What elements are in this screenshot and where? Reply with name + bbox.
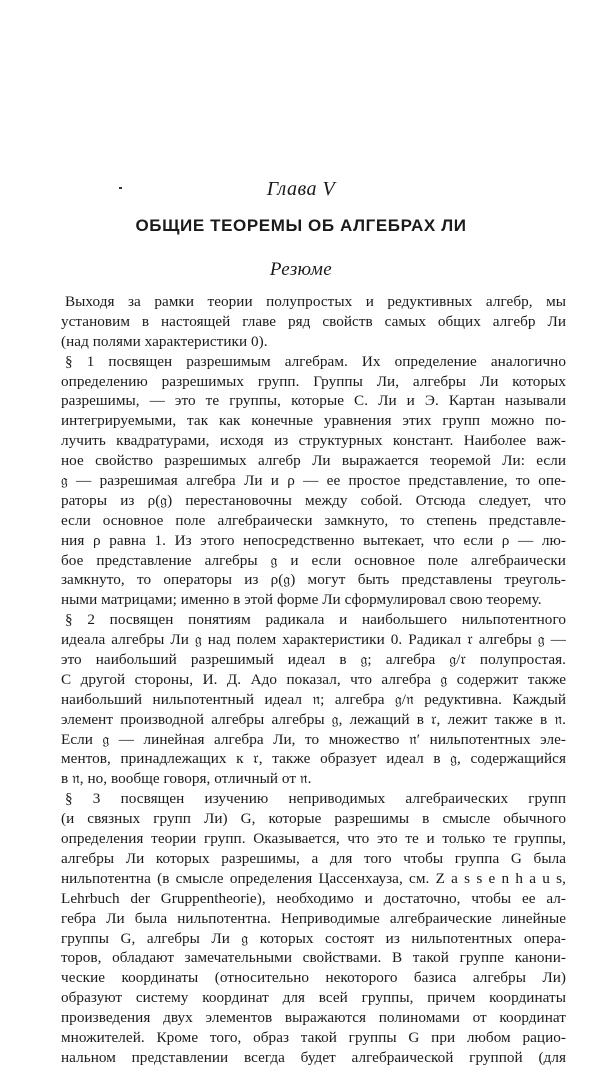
text-line: замкнуто, то операторы из ρ(𝔤) могут быть представлены треуголь-	[61, 571, 566, 589]
text-line: множителей. Кроме того, образ такой группы G при любом рацио-	[61, 1028, 566, 1046]
text-line: разрешимы, — это те группы, которые С. Ли и Э. Картан называли	[61, 392, 566, 410]
text-line: лучить квадратурами, исходя из структурных констант. Наиболее важ-	[61, 432, 566, 450]
text-line: алгебры Ли которых разрешимы, а для того чтобы группа G была	[61, 849, 566, 867]
text-line: ния ρ равна 1. Из этого непосредственно вытекает, что если ρ — лю-	[61, 531, 566, 549]
text-line: нильпотентна (в смысле определения Цассенхауза, см. Z a s s e n h a u s,	[61, 869, 566, 887]
text-line: ческие координаты (относительно некоторого базиса алгебры Ли)	[61, 969, 566, 987]
chapter-label: Глава V	[266, 178, 336, 200]
text-line: торов, обладают замечательными свойствами. В такой группе канони-	[61, 949, 566, 967]
text-line: это наибольший разрешимый идеал в 𝔤; алгебра 𝔤/𝔯 полупростая.	[61, 651, 566, 669]
text-line: § 3 посвящен изучению неприводимых алгебраических групп	[65, 790, 566, 808]
text-line: 𝔤 — разрешимая алгебра Ли и ρ — ее простое представление, то опе-	[61, 472, 566, 490]
text-line: гебра Ли была нильпотентна. Неприводимые алгебраические линейные	[61, 909, 566, 927]
text-line: нальном представлении всегда будет алгебраической группой (для	[61, 1048, 566, 1066]
text-line: (и связных групп Ли) G, которые разрешимы в смысле обычного	[61, 810, 566, 828]
text-line: С другой стороны, И. Д. Адо показал, что алгебра 𝔤 содержит также	[61, 670, 566, 688]
chapter-title: ОБЩИЕ ТЕОРЕМЫ ОБ АЛГЕБРАХ ЛИ	[135, 216, 467, 235]
text-line: группы G, алгебры Ли 𝔤 которых состоят из нильпотентных опера-	[61, 929, 566, 947]
text-line: образуют систему координат для всей группы, причем координаты	[61, 989, 566, 1007]
text-line: бое представление алгебры 𝔤 и если основное поле алгебраически	[61, 551, 566, 569]
body-text	[61, 292, 566, 1068]
text-line: если основное поле алгебраически замкнуто, то степень представле-	[61, 511, 566, 529]
text-line: § 1 посвящен разрешимым алгебрам. Их определение аналогично	[65, 352, 566, 370]
text-line: определению разрешимых групп. Группы Ли, алгебры Ли которых	[61, 372, 566, 390]
text-line: идеала алгебры Ли 𝔤 над полем характеристики 0. Радикал 𝔯 алгебры 𝔤 —	[61, 631, 566, 649]
text-line: (над полями характеристики 0).	[61, 332, 268, 350]
text-line: Lehrbuch der Gruppentheorie), необходимо и достаточно, чтобы ее ал-	[61, 889, 566, 907]
text-line: § 2 посвящен понятиям радикала и наибольшего нильпотентного	[65, 611, 566, 629]
text-line: раторы из ρ(𝔤) перестановочны между собой. Отсюда следует, что	[61, 491, 566, 509]
text-line: наибольший нильпотентный идеал 𝔫; алгебра 𝔤/𝔫 редуктивна. Каждый	[61, 690, 566, 708]
text-line: определения теории групп. Оказывается, что это те и только те группы,	[61, 830, 566, 848]
text-line: в 𝔫, но, вообще говоря, отличный от 𝔫.	[61, 770, 312, 788]
text-line: произведения двух элементов выражаются полиномами от координат	[61, 1009, 566, 1027]
text-line: Выходя за рамки теории полупростых и редуктивных алгебр, мы	[65, 293, 566, 310]
text-line: ментов, принадлежащих к 𝔯, также образует идеал в 𝔤, содержащийся	[61, 750, 566, 768]
text-line: ное свойство разрешимых алгебр Ли выражается теоремой Ли: если	[61, 452, 566, 470]
text-line: установим в настоящей главе ряд свойств самых общих алгебр Ли	[61, 312, 566, 330]
text-line: Если 𝔤 — линейная алгебра Ли, то множество 𝔫′ нильпотентных эле-	[61, 730, 566, 748]
text-line: интегрируемыми, так как конечные уравнения этих групп можно по-	[61, 412, 566, 430]
text-line: элемент производной алгебры алгебры 𝔤, лежащий в 𝔯, лежит также в 𝔫.	[61, 710, 566, 728]
section-heading: Резюме	[269, 259, 333, 280]
text-line: ными матрицами; именно в этой форме Ли сформулировал свою теорему.	[61, 591, 542, 609]
